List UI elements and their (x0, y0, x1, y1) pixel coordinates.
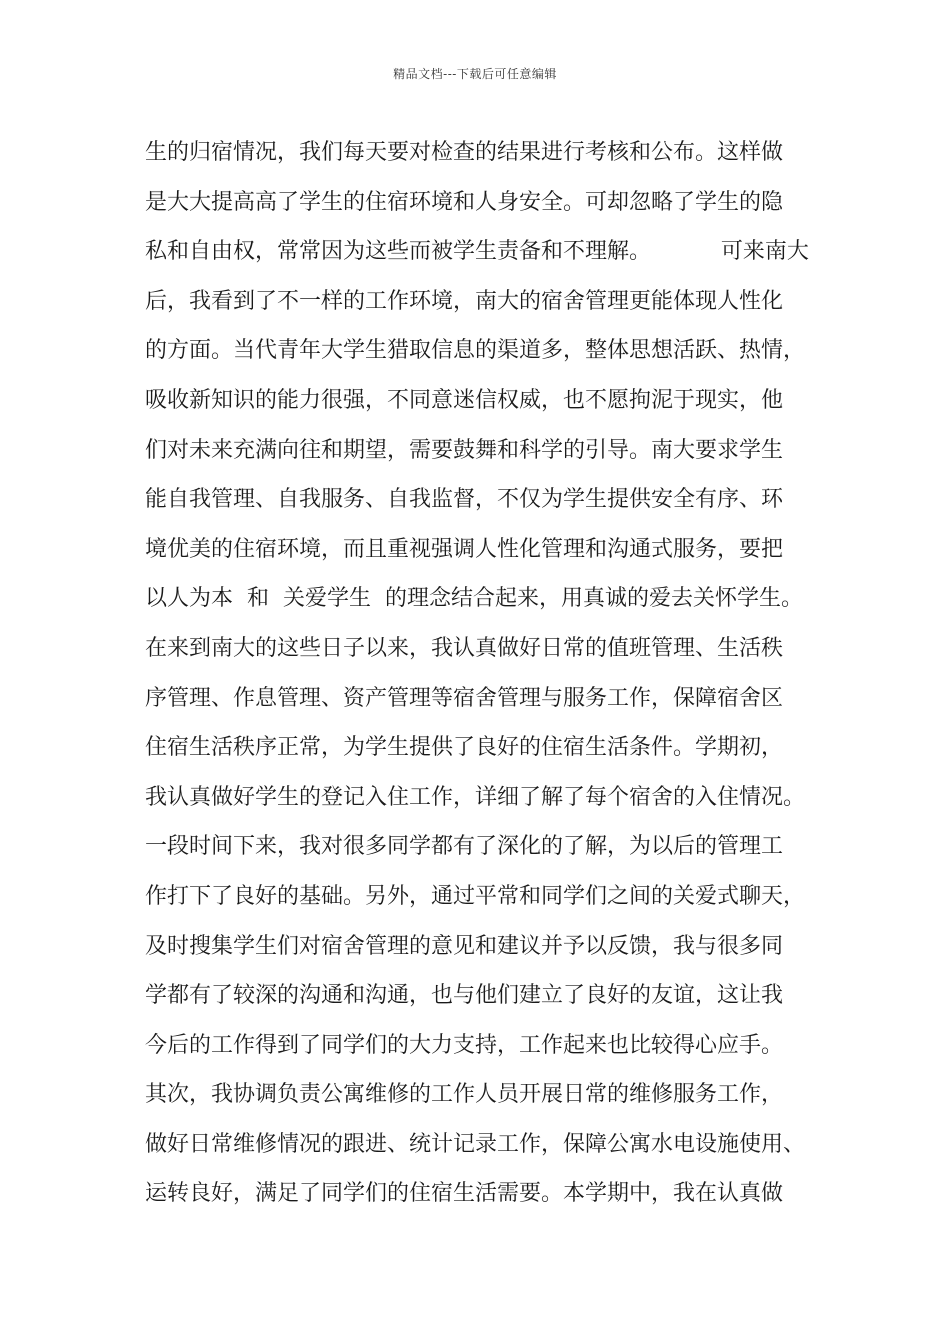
text-line: 我认真做好学生的登记入住工作，详细了解了每个宿舍的入住情况。 (145, 784, 806, 810)
text-line: 生的归宿情况，我们每天要对检查的结果进行考核和公布。这样做 (145, 140, 784, 165)
text-line: 及时搜集学生们对宿舍管理的意见和建议并予以反馈，我与很多同 (145, 933, 784, 959)
text-line: 是大大提高高了学生的住宿环境和人身安全。可却忽略了学生的隐 (145, 189, 784, 215)
text-line: 在来到南大的这些日子以来，我认真做好日常的值班管理、生活秩 (145, 635, 784, 661)
text-line: 序管理、作息管理、资产管理等宿舍管理与服务工作，保障宿舍区 (145, 685, 784, 711)
text-line: 后，我看到了不一样的工作环境，南大的宿舍管理更能体现人性化 (145, 288, 784, 314)
body-text (145, 128, 825, 1219)
text-line: 做好日常维修情况的跟进、统计记录工作，保障公寓水电设施使用、 (145, 1131, 806, 1157)
text-line: 作打下了良好的基础。另外，通过平常和同学们之间的关爱式聊天， (145, 883, 806, 909)
text-line: 能自我管理、自我服务、自我监督，不仅为学生提供安全有序、环 (145, 487, 784, 513)
text-line: 一段时间下来，我对很多同学都有了深化的了解，为以后的管理工 (145, 834, 784, 860)
text-line: 学都有了较深的沟通和沟通，也与他们建立了良好的友谊，这让我 (145, 983, 784, 1009)
text-line: 今后的工作得到了同学们的大力支持，工作起来也比较得心应手。 (145, 1032, 784, 1058)
text-line: 运转良好，满足了同学们的住宿生活需要。本学期中，我在认真做 (145, 1181, 784, 1207)
text-line: 的方面。当代青年大学生猎取信息的渠道多，整体思想活跃、热情， (145, 338, 806, 364)
text-line: 吸收新知识的能力很强，不同意迷信权威，也不愿拘泥于现实，他 (145, 387, 784, 413)
text-line: 其次，我协调负责公寓维修的工作人员开展日常的维修服务工作， (145, 1082, 784, 1108)
text-line: 私和自由权，常常因为这些而被学生责备和不理解。 可来南大 (145, 239, 809, 265)
page-header: 精品文档---下载后可任意编辑 (393, 67, 557, 81)
text-line: 们对未来充满向往和期望，需要鼓舞和科学的引导。南大要求学生 (145, 437, 784, 463)
text-line: 以人为本 和 关爱学生 的理念结合起来，用真诚的爱去关怀学生。 (145, 586, 803, 612)
text-line: 境优美的住宿环境，而且重视强调人性化管理和沟通式服务，要把 (145, 536, 784, 562)
text-line: 住宿生活秩序正常，为学生提供了良好的住宿生活条件。学期初， (145, 735, 784, 761)
